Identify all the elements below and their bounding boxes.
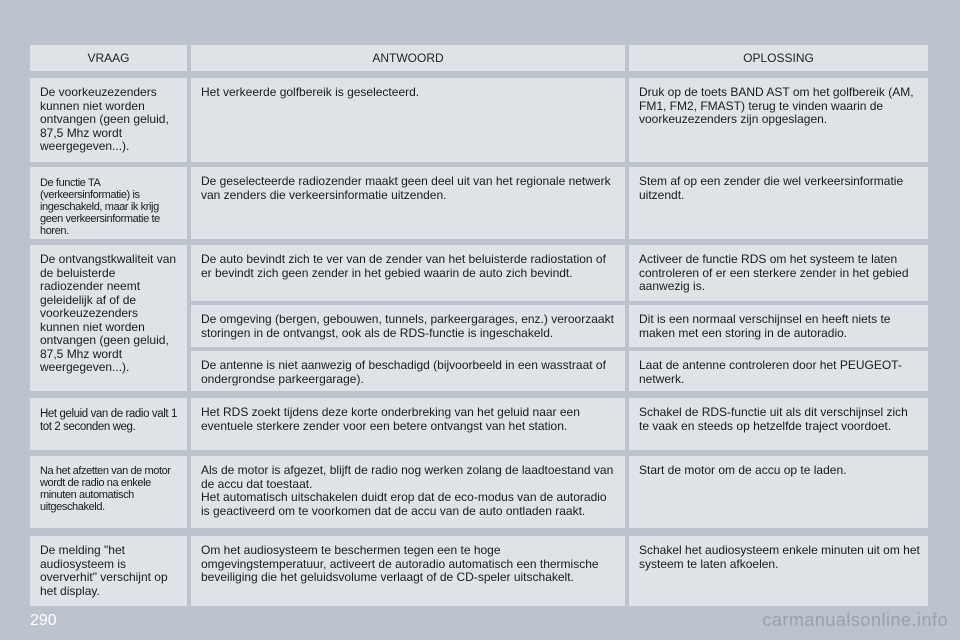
question-cell: De ontvangstkwaliteit van de beluisterde radiozender neemt geleidelijk af of de voorkeuzezenders kunnen niet worden ontvangen (geen geluid, 87,5 Mhz wordt weergegeven...). bbox=[30, 245, 187, 391]
header-solution: OPLOSSING bbox=[629, 45, 928, 71]
answer-cell: De auto bevindt zich te ver van de zender van het beluisterde radiostation of er bevindt zich geen zender in het gebied waarin de auto zich bevindt. bbox=[191, 245, 625, 301]
answer-cell: Het RDS zoekt tijdens deze korte onderbreking van het geluid naar een eventuele sterkere zender voor een betere ontvangst van het station. bbox=[191, 398, 625, 450]
solution-cell: Dit is een normaal verschijnsel en heeft niets te maken met een storing in de autoradio. bbox=[629, 305, 928, 347]
answer-cell: Om het audiosysteem te beschermen tegen een te hoge omgevingstemperatuur, activeert de autoradio automatisch een thermische beveiliging die het geluidsvolume verlaagt of de CD-speler uitschakelt. bbox=[191, 536, 625, 606]
header-question: VRAAG bbox=[30, 45, 187, 71]
page-number: 290 bbox=[30, 612, 57, 629]
question-cell: De melding "het audiosysteem is oververhit" verschijnt op het display. bbox=[30, 536, 187, 606]
question-cell: Het geluid van de radio valt 1 tot 2 seconden weg. bbox=[30, 398, 187, 450]
answer-cell: De geselecteerde radiozender maakt geen deel uit van het regionale netwerk van zenders die verkeersinformatie uitzenden. bbox=[191, 167, 625, 239]
solution-cell: Druk op de toets BAND AST om het golfbereik (AM, FM1, FM2, FMAST) terug te vinden waarin de voorkeuzezenders zijn opgeslagen. bbox=[629, 78, 928, 162]
solution-cell: Stem af op een zender die wel verkeersinformatie uitzendt. bbox=[629, 167, 928, 239]
question-cell: De functie TA (verkeersinformatie) is ingeschakeld, maar ik krijg geen verkeersinformatie te horen. bbox=[30, 167, 187, 239]
header-answer: ANTWOORD bbox=[191, 45, 625, 71]
solution-cell: Activeer de functie RDS om het systeem te laten controleren of er een sterkere zender in het gebied aanwezig is. bbox=[629, 245, 928, 301]
answer-cell: Als de motor is afgezet, blijft de radio nog werken zolang de laadtoestand van de accu dat toestaat. Het automatisch uitschakelen duidt erop dat de eco-modus van de autoradio is geactiveerd om te voorkomen dat de accu van de auto ontladen raakt. bbox=[191, 456, 625, 528]
answer-cell: Het verkeerde golfbereik is geselecteerd. bbox=[191, 78, 625, 162]
watermark: carmanualsonline.info bbox=[762, 610, 948, 630]
solution-cell: Laat de antenne controleren door het PEUGEOT-netwerk. bbox=[629, 351, 928, 391]
solution-cell: Schakel het audiosysteem enkele minuten uit om het systeem te laten afkoelen. bbox=[629, 536, 928, 606]
question-cell: De voorkeuzezenders kunnen niet worden ontvangen (geen geluid, 87,5 Mhz wordt weergegeven...). bbox=[30, 78, 187, 162]
solution-cell: Schakel de RDS-functie uit als dit verschijnsel zich te vaak en steeds op hetzelfde traject voordoet. bbox=[629, 398, 928, 450]
answer-cell: De antenne is niet aanwezig of beschadigd (bijvoorbeeld in een wasstraat of ondergrondse parkeergarage). bbox=[191, 351, 625, 391]
answer-cell: De omgeving (bergen, gebouwen, tunnels, parkeergarages, enz.) veroorzaakt storingen in de ontvangst, ook als de RDS-functie is ingeschakeld. bbox=[191, 305, 625, 347]
question-cell: Na het afzetten van de motor wordt de radio na enkele minuten automatisch uitgeschakeld. bbox=[30, 456, 187, 528]
solution-cell: Start de motor om de accu op te laden. bbox=[629, 456, 928, 528]
